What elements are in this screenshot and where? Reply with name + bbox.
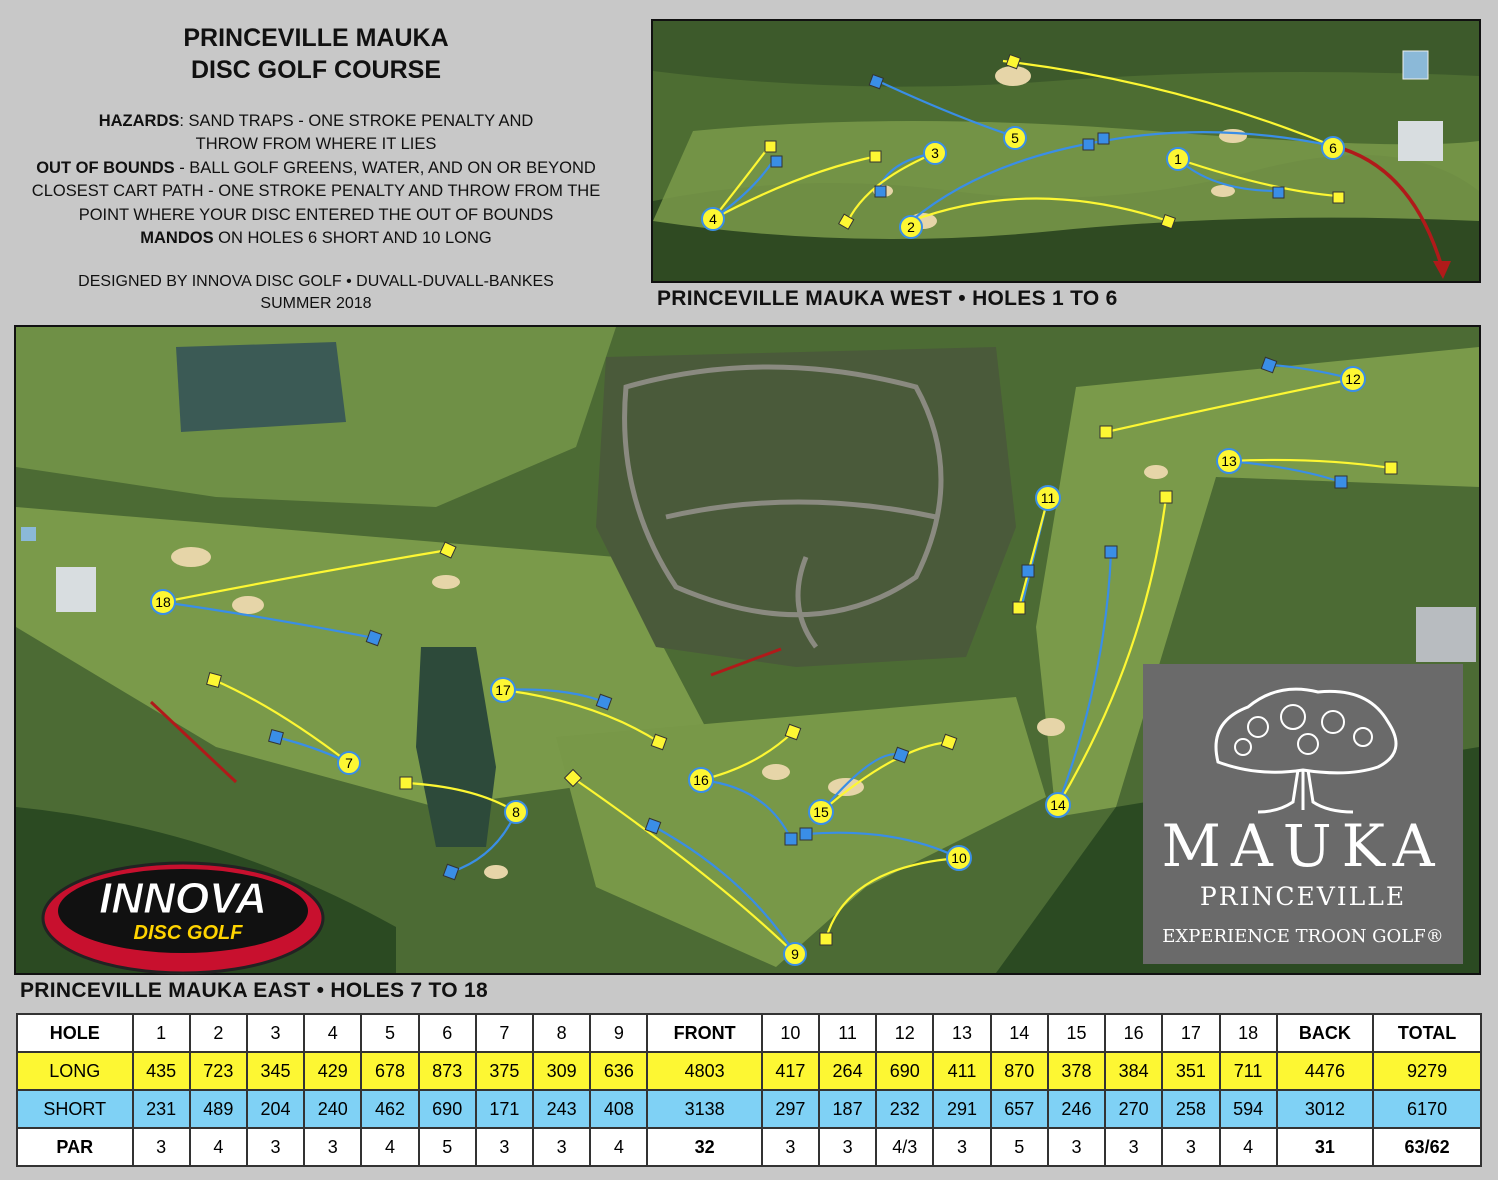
par-cell: PAR <box>17 1128 133 1166</box>
hole-18-marker[interactable] <box>151 590 175 614</box>
hole-16-marker[interactable] <box>689 768 713 792</box>
par-cell: 3 <box>819 1128 876 1166</box>
par-cell: 4 <box>590 1128 647 1166</box>
short-pin <box>1022 565 1034 577</box>
hole-1-marker[interactable] <box>1167 148 1189 170</box>
par-cell: 3 <box>762 1128 819 1166</box>
hole-12-marker[interactable] <box>1341 367 1365 391</box>
hole-10-marker[interactable] <box>947 846 971 870</box>
header-cell: 6 <box>419 1014 476 1052</box>
hole-13-marker[interactable] <box>1217 449 1241 473</box>
east-map-label: PRINCEVILLE MAUKA EAST • HOLES 7 TO 18 <box>20 979 488 1002</box>
credit-line-2: SUMMER 2018 <box>260 295 372 312</box>
svg-text:6: 6 <box>1329 140 1337 156</box>
residential-area <box>596 347 1016 667</box>
svg-text:9: 9 <box>791 946 799 962</box>
header-cell: 5 <box>361 1014 418 1052</box>
par-cell: 3 <box>304 1128 361 1166</box>
long-cell: 870 <box>991 1052 1048 1090</box>
short-cell: 204 <box>247 1090 304 1128</box>
long-cell: 435 <box>133 1052 190 1090</box>
header-cell: 7 <box>476 1014 533 1052</box>
svg-text:14: 14 <box>1050 797 1066 813</box>
sand-trap <box>1144 465 1168 479</box>
header-cell: 4 <box>304 1014 361 1052</box>
hole-17-marker[interactable] <box>491 678 515 702</box>
short-pin <box>771 156 782 167</box>
scorecard-header-row <box>17 1014 1481 1052</box>
par-cell: 3 <box>933 1128 990 1166</box>
svg-text:4: 4 <box>709 211 717 227</box>
short-cell: 232 <box>876 1090 933 1128</box>
header-cell: 2 <box>190 1014 247 1052</box>
sand-trap <box>232 596 264 614</box>
header-cell: 10 <box>762 1014 819 1052</box>
long-cell: 351 <box>1162 1052 1219 1090</box>
svg-text:8: 8 <box>512 804 520 820</box>
short-pin <box>1335 476 1347 488</box>
par-cell: 4/3 <box>876 1128 933 1166</box>
par-cell: 5 <box>991 1128 1048 1166</box>
par-cell: 5 <box>419 1128 476 1166</box>
short-cell: 258 <box>1162 1090 1219 1128</box>
pool <box>21 527 36 541</box>
long-pin <box>1385 462 1397 474</box>
header-cell: FRONT <box>647 1014 761 1052</box>
short-pin <box>875 186 886 197</box>
mauka-wordmark: MAUKA <box>1161 812 1445 880</box>
west-map-canvas <box>653 21 1479 281</box>
oob-text: - BALL GOLF GREENS, WATER, AND ON OR BEYOND <box>174 158 596 177</box>
svg-text:18: 18 <box>155 594 171 610</box>
long-pin <box>207 673 222 688</box>
scorecard-par-row <box>17 1128 1481 1166</box>
building <box>1398 121 1443 161</box>
sand-trap <box>828 778 864 796</box>
sand-trap <box>1219 129 1247 143</box>
hole-9-marker[interactable] <box>784 943 806 965</box>
short-cell: 243 <box>533 1090 590 1128</box>
header-cell: 15 <box>1048 1014 1105 1052</box>
svg-text:10: 10 <box>951 850 967 866</box>
pond <box>176 342 346 432</box>
hole-14-marker[interactable] <box>1046 793 1070 817</box>
short-cell: 240 <box>304 1090 361 1128</box>
svg-text:11: 11 <box>1040 490 1056 506</box>
header-cell: 1 <box>133 1014 190 1052</box>
long-cell: 384 <box>1105 1052 1162 1090</box>
header-cell: 14 <box>991 1014 1048 1052</box>
svg-text:7: 7 <box>345 755 353 771</box>
par-cell: 3 <box>533 1128 590 1166</box>
header-cell: 18 <box>1220 1014 1277 1052</box>
short-pin <box>785 833 797 845</box>
long-pin <box>1100 426 1112 438</box>
short-cell: 246 <box>1048 1090 1105 1128</box>
short-pin <box>1273 187 1284 198</box>
short-cell: 462 <box>361 1090 418 1128</box>
mauka-logo <box>1143 664 1463 964</box>
par-cell: 3 <box>247 1128 304 1166</box>
svg-text:12: 12 <box>1345 371 1361 387</box>
short-cell: SHORT <box>17 1090 133 1128</box>
hole-3-marker[interactable] <box>924 142 946 164</box>
short-pin <box>1083 139 1094 150</box>
hazards-label: HAZARDS <box>98 112 180 130</box>
hole-7-marker[interactable] <box>338 752 360 774</box>
long-cell: 4476 <box>1277 1052 1373 1090</box>
sand-trap <box>484 865 508 879</box>
long-pin <box>1013 602 1025 614</box>
long-cell: 378 <box>1048 1052 1105 1090</box>
credit-line-1: DESIGNED BY INNOVA DISC GOLF • DUVALL-DUVALL-BANKES <box>78 273 554 290</box>
header-cell: BACK <box>1277 1014 1373 1052</box>
short-cell: 291 <box>933 1090 990 1128</box>
long-cell: 9279 <box>1373 1052 1481 1090</box>
course-rules <box>0 110 632 250</box>
par-cell: 4 <box>1220 1128 1277 1166</box>
header-cell: 17 <box>1162 1014 1219 1052</box>
west-map[interactable] <box>651 19 1481 283</box>
short-cell: 408 <box>590 1090 647 1128</box>
par-cell: 4 <box>361 1128 418 1166</box>
short-cell: 690 <box>419 1090 476 1128</box>
short-cell: 657 <box>991 1090 1048 1128</box>
short-pin <box>1105 546 1117 558</box>
tree-icon <box>1198 682 1408 817</box>
long-cell: 417 <box>762 1052 819 1090</box>
long-cell: 711 <box>1220 1052 1277 1090</box>
long-cell: 345 <box>247 1052 304 1090</box>
svg-text:17: 17 <box>495 682 511 698</box>
design-credit <box>0 271 632 315</box>
short-cell: 489 <box>190 1090 247 1128</box>
header-cell: 9 <box>590 1014 647 1052</box>
short-pin <box>1098 133 1109 144</box>
header-cell: HOLE <box>17 1014 133 1052</box>
course-title <box>0 22 632 86</box>
mandos-text: ON HOLES 6 SHORT AND 10 LONG <box>213 229 492 248</box>
long-cell: 264 <box>819 1052 876 1090</box>
long-cell: 375 <box>476 1052 533 1090</box>
header-cell: 3 <box>247 1014 304 1052</box>
svg-text:2: 2 <box>907 219 915 235</box>
long-pin <box>400 777 412 789</box>
header-cell: 8 <box>533 1014 590 1052</box>
short-cell: 171 <box>476 1090 533 1128</box>
par-cell: 32 <box>647 1128 761 1166</box>
hazards-text-2: THROW FROM WHERE IT LIES <box>195 135 437 154</box>
hole-8-marker[interactable] <box>505 801 527 823</box>
hole-2-marker[interactable] <box>900 216 922 238</box>
par-cell: 3 <box>1105 1128 1162 1166</box>
long-pin <box>870 151 881 162</box>
short-cell: 594 <box>1220 1090 1277 1128</box>
princeville-wordmark: PRINCEVILLE <box>1199 882 1407 911</box>
short-cell: 3138 <box>647 1090 761 1128</box>
title-line-2: DISC GOLF COURSE <box>190 56 441 84</box>
long-pin <box>820 933 832 945</box>
long-pin <box>1160 491 1172 503</box>
par-cell: 31 <box>1277 1128 1373 1166</box>
short-cell: 297 <box>762 1090 819 1128</box>
long-cell: 429 <box>304 1052 361 1090</box>
short-cell: 270 <box>1105 1090 1162 1128</box>
building <box>1416 607 1476 662</box>
sand-trap <box>432 575 460 589</box>
oob-text-2: CLOSEST CART PATH - ONE STROKE PENALTY AND THROW FROM THE <box>31 182 601 201</box>
svg-text:1: 1 <box>1174 151 1182 167</box>
header-cell: 11 <box>819 1014 876 1052</box>
troon-tagline: EXPERIENCE TROON GOLF® <box>1162 926 1444 947</box>
long-cell: 873 <box>419 1052 476 1090</box>
long-cell: 678 <box>361 1052 418 1090</box>
west-map-label: PRINCEVILLE MAUKA WEST • HOLES 1 TO 6 <box>657 287 1118 310</box>
long-cell: 4803 <box>647 1052 761 1090</box>
sand-trap <box>762 764 790 780</box>
long-cell: 723 <box>190 1052 247 1090</box>
short-cell: 231 <box>133 1090 190 1128</box>
hole-6-marker[interactable] <box>1322 137 1344 159</box>
sand-trap <box>995 66 1031 86</box>
par-cell: 3 <box>1162 1128 1219 1166</box>
short-cell: 6170 <box>1373 1090 1481 1128</box>
short-cell: 187 <box>819 1090 876 1128</box>
header-cell: 12 <box>876 1014 933 1052</box>
innova-wordmark: INNOVA <box>99 874 267 923</box>
svg-text:5: 5 <box>1011 130 1019 146</box>
svg-text:3: 3 <box>931 145 939 161</box>
sand-trap <box>1037 718 1065 736</box>
hole-15-marker[interactable] <box>809 800 833 824</box>
innova-subtitle: DISC GOLF <box>133 922 243 944</box>
header-cell: 13 <box>933 1014 990 1052</box>
header-cell: 16 <box>1105 1014 1162 1052</box>
long-cell: 309 <box>533 1052 590 1090</box>
par-cell: 4 <box>190 1128 247 1166</box>
pool <box>1403 51 1428 79</box>
mandos-label: MANDOS <box>140 229 214 248</box>
sand-trap <box>171 547 211 567</box>
svg-text:13: 13 <box>1221 453 1237 469</box>
svg-text:15: 15 <box>813 804 829 820</box>
svg-text:16: 16 <box>693 772 709 788</box>
title-line-1: PRINCEVILLE MAUKA <box>183 24 449 52</box>
scorecard-table <box>16 1013 1482 1167</box>
par-cell: 63/62 <box>1373 1128 1481 1166</box>
oob-text-3: POINT WHERE YOUR DISC ENTERED THE OUT OF BOUNDS <box>78 205 554 224</box>
long-pin <box>765 141 776 152</box>
long-cell: 690 <box>876 1052 933 1090</box>
scorecard-short-row <box>17 1090 1481 1128</box>
header-cell: TOTAL <box>1373 1014 1481 1052</box>
hole-5-marker[interactable] <box>1004 127 1026 149</box>
long-pin <box>1333 192 1344 203</box>
hazards-text: : SAND TRAPS - ONE STROKE PENALTY AND <box>179 112 534 130</box>
innova-logo <box>38 848 328 978</box>
par-cell: 3 <box>1048 1128 1105 1166</box>
short-pin <box>269 730 284 745</box>
hole-11-marker[interactable] <box>1036 486 1060 510</box>
oob-label: OUT OF BOUNDS <box>36 158 175 177</box>
scorecard-long-row <box>17 1052 1481 1090</box>
long-cell: 636 <box>590 1052 647 1090</box>
long-cell: LONG <box>17 1052 133 1090</box>
hole-4-marker[interactable] <box>702 208 724 230</box>
par-cell: 3 <box>133 1128 190 1166</box>
building <box>56 567 96 612</box>
short-pin <box>800 828 812 840</box>
long-cell: 411 <box>933 1052 990 1090</box>
par-cell: 3 <box>476 1128 533 1166</box>
short-cell: 3012 <box>1277 1090 1373 1128</box>
